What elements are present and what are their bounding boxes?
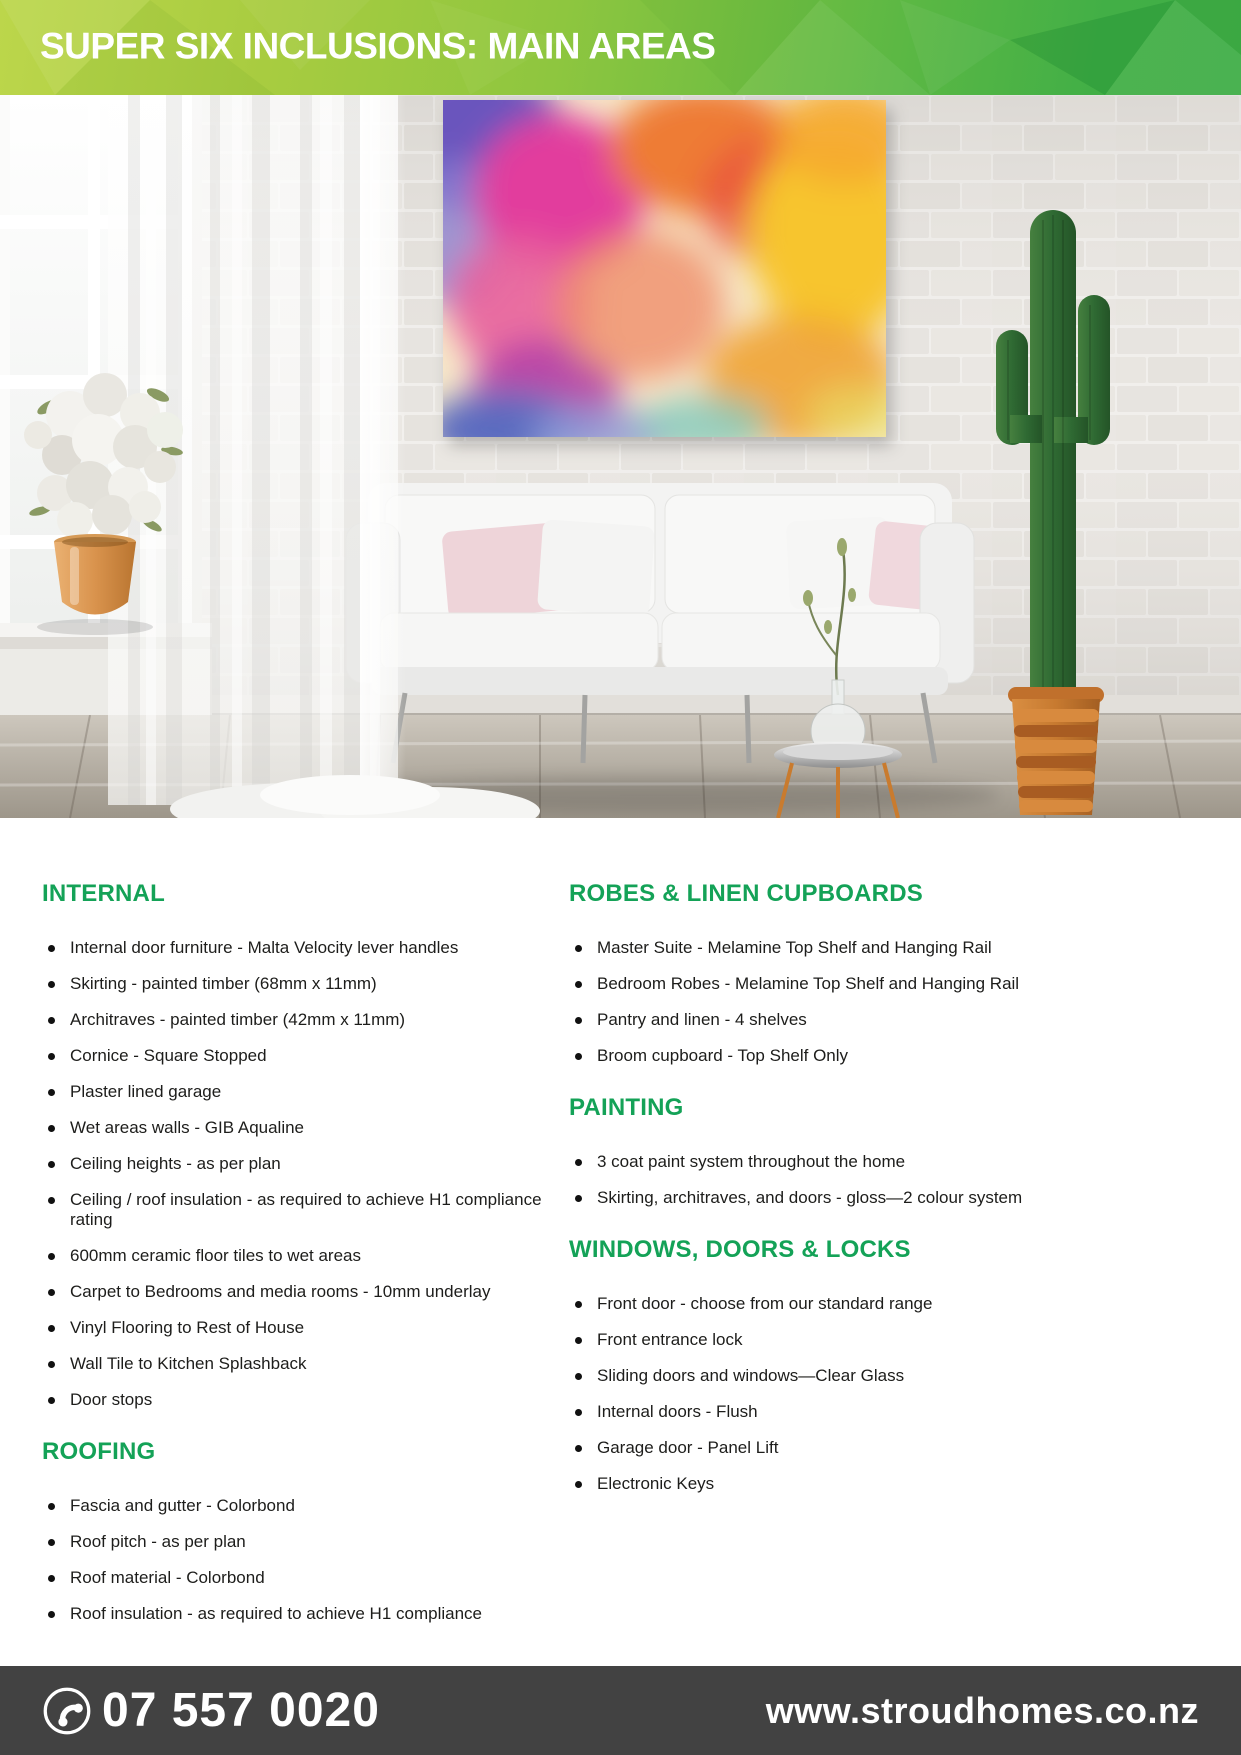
list-item: Wall Tile to Kitchen Splashback xyxy=(42,1354,547,1374)
list-item: 600mm ceramic floor tiles to wet areas xyxy=(42,1246,547,1266)
list-item: Skirting, architraves, and doors - gloss—2 colour system xyxy=(569,1188,1199,1208)
list-item: Carpet to Bedrooms and media rooms - 10mm underlay xyxy=(42,1282,547,1302)
right-column xyxy=(569,880,1199,1666)
section-title-painting: PAINTING xyxy=(569,1094,684,1121)
list-item: Vinyl Flooring to Rest of House xyxy=(42,1318,547,1338)
section-title-roofing: ROOFING xyxy=(42,1438,156,1465)
list-item: Electronic Keys xyxy=(569,1474,1199,1494)
section-robes-linen-cupboards xyxy=(569,880,1199,1066)
section-windows-doors-locks xyxy=(569,1236,1199,1494)
list-item: Wet areas walls - GIB Aqualine xyxy=(42,1118,547,1138)
left-column xyxy=(42,880,547,1666)
website-url: www.stroudhomes.co.nz xyxy=(765,1689,1199,1731)
bullet-list xyxy=(42,938,547,1410)
list-item: Roof insulation - as required to achieve H1 compliance xyxy=(42,1604,547,1624)
list-item: Pantry and linen - 4 shelves xyxy=(569,1010,1199,1030)
list-item: Front door - choose from our standard range xyxy=(569,1294,1199,1314)
list-item: Skirting - painted timber (68mm x 11mm) xyxy=(42,974,547,994)
list-item: Broom cupboard - Top Shelf Only xyxy=(569,1046,1199,1066)
section-painting xyxy=(569,1094,1199,1208)
bullet-list xyxy=(569,1152,1199,1208)
list-item: Bedroom Robes - Melamine Top Shelf and Hanging Rail xyxy=(569,974,1199,994)
section-title-robes-linen-cupboards: ROBES & LINEN CUPBOARDS xyxy=(569,880,923,907)
list-item: Plaster lined garage xyxy=(42,1082,547,1102)
page-title: SUPER SIX INCLUSIONS: MAIN AREAS xyxy=(40,24,716,66)
list-item: Cornice - Square Stopped xyxy=(42,1046,547,1066)
section-roofing xyxy=(42,1438,547,1624)
section-title-windows-doors-locks: WINDOWS, DOORS & LOCKS xyxy=(569,1236,911,1263)
list-item: Fascia and gutter - Colorbond xyxy=(42,1496,547,1516)
phone-block xyxy=(42,1683,380,1737)
phone-icon xyxy=(42,1686,92,1736)
bullet-list xyxy=(569,1294,1199,1494)
section-internal xyxy=(42,880,547,1410)
inclusions-content xyxy=(0,818,1241,1666)
list-item: Ceiling heights - as per plan xyxy=(42,1154,547,1174)
list-item: Roof pitch - as per plan xyxy=(42,1532,547,1552)
list-item: 3 coat paint system throughout the home xyxy=(569,1152,1199,1172)
list-item: Architraves - painted timber (42mm x 11mm) xyxy=(42,1010,547,1030)
list-item: Garage door - Panel Lift xyxy=(569,1438,1199,1458)
bullet-list xyxy=(569,938,1199,1066)
list-item: Internal doors - Flush xyxy=(569,1402,1199,1422)
list-item: Internal door furniture - Malta Velocity lever handles xyxy=(42,938,547,958)
bullet-list xyxy=(42,1496,547,1624)
phone-number: 07 557 0020 xyxy=(102,1683,380,1737)
section-title-internal: INTERNAL xyxy=(42,880,165,907)
page-header xyxy=(0,0,1241,95)
list-item: Roof material - Colorbond xyxy=(42,1568,547,1588)
living-room-illustration xyxy=(0,95,1241,818)
page-footer xyxy=(0,1666,1241,1755)
list-item: Ceiling / roof insulation - as required to achieve H1 compliance rating xyxy=(42,1190,547,1230)
hero-photo xyxy=(0,95,1241,818)
list-item: Front entrance lock xyxy=(569,1330,1199,1350)
list-item: Door stops xyxy=(42,1390,547,1410)
list-item: Master Suite - Melamine Top Shelf and Hanging Rail xyxy=(569,938,1199,958)
list-item: Sliding doors and windows—Clear Glass xyxy=(569,1366,1199,1386)
